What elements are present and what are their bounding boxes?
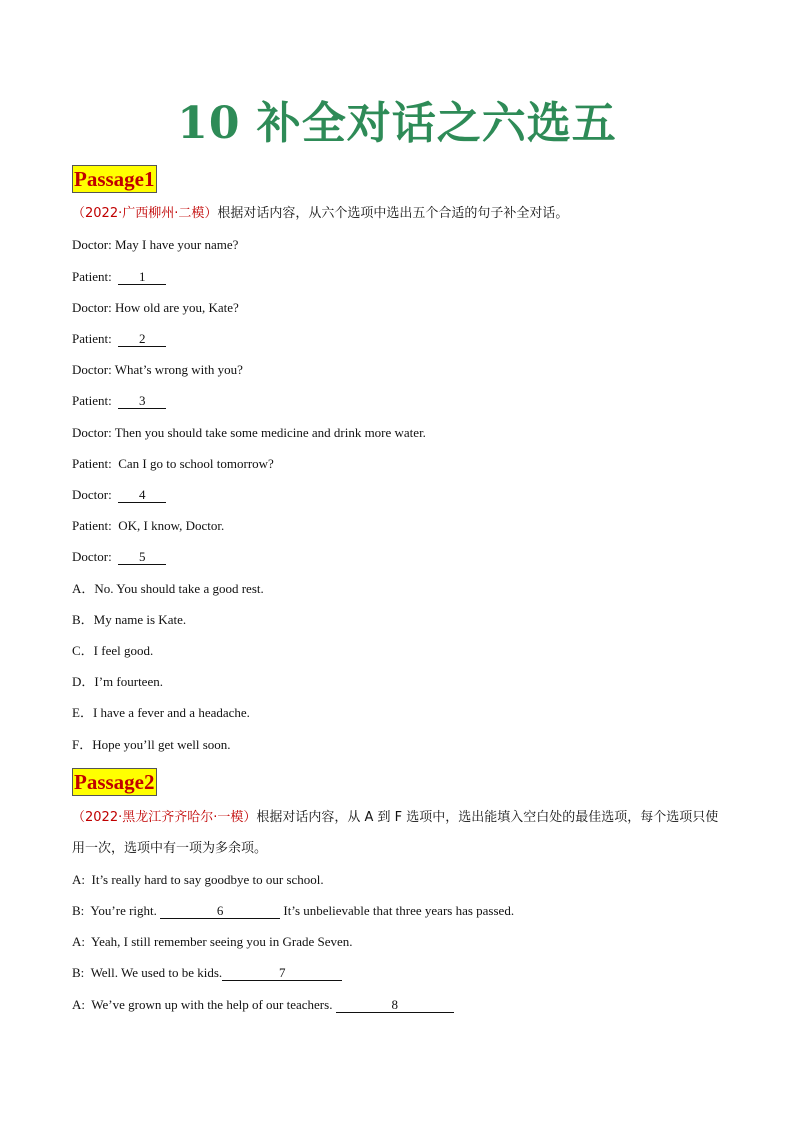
utterance: We’ve grown up with the help of our teachers. (91, 997, 333, 1012)
blank-1[interactable]: 1 (118, 270, 166, 285)
passage2-source: （2022·黑龙江齐齐哈尔·一模） (72, 810, 257, 825)
utterance: You’re right. (90, 903, 157, 918)
option-b: B．My name is Kate. (72, 612, 187, 627)
passage2-instruction-text: 根据对话内容，从 A 到 F 选项中，选出能填入空白处的最佳选项，每个选项只使用一次，选项中有一项为多余项。 (72, 810, 719, 856)
speaker: B: (72, 903, 85, 918)
dialogue-line (72, 330, 166, 348)
speaker: A: (72, 872, 85, 887)
utterance: OK, I know, Doctor. (118, 518, 225, 533)
utterance: What’s wrong with you? (114, 362, 243, 377)
dialogue-line (72, 268, 166, 286)
blank-2[interactable]: 2 (118, 332, 166, 347)
speaker: A: (72, 934, 85, 949)
dialogue-line (72, 455, 274, 473)
dialogue-line (72, 871, 324, 889)
speaker: Doctor: (72, 425, 112, 440)
dialogue-line (72, 424, 426, 442)
option-e: E．I have a fever and a headache. (72, 705, 250, 720)
dialogue-line (72, 299, 239, 317)
speaker: Doctor: (72, 487, 112, 502)
option-a: A．No. You should take a good rest. (72, 581, 264, 596)
passage2-heading: Passage2 (74, 770, 155, 794)
dialogue-line (72, 486, 166, 504)
speaker: Doctor: (72, 300, 112, 315)
dialogue-line (72, 902, 514, 920)
passage1-heading: Passage1 (74, 167, 155, 191)
blank-6[interactable]: 6 (160, 904, 280, 919)
speaker: A: (72, 997, 85, 1012)
blank-8[interactable]: 8 (336, 998, 454, 1013)
utterance: May I have your name? (114, 237, 239, 252)
speaker: Patient: (72, 518, 112, 533)
dialogue-line (72, 548, 166, 566)
speaker: Patient: (72, 331, 112, 346)
passage1-source: （2022·广西柳州·二模） (72, 206, 218, 221)
speaker: Doctor: (72, 237, 112, 252)
speaker: B: (72, 965, 85, 980)
utterance: Well. We used to be kids. (90, 965, 223, 980)
utterance: Yeah, I still remember seeing you in Grade Seven. (91, 934, 353, 949)
passage2-instruction (72, 802, 722, 864)
speaker: Patient: (72, 393, 112, 408)
dialogue-line (72, 996, 454, 1014)
blank-5[interactable]: 5 (118, 550, 166, 565)
dialogue-line (72, 392, 166, 410)
passage1-instruction (72, 205, 568, 223)
dialogue-line (72, 517, 224, 535)
utterance: Can I go to school tomorrow? (118, 456, 274, 471)
page-title: 10 补全对话之六选五 (177, 98, 617, 149)
blank-3[interactable]: 3 (118, 394, 166, 409)
passage1-instruction-text: 根据对话内容，从六个选项中选出五个合适的句子补全对话。 (217, 206, 569, 221)
blank-4[interactable]: 4 (118, 488, 166, 503)
dialogue-line (72, 933, 353, 951)
blank-7[interactable]: 7 (222, 966, 342, 981)
option-d: D．I’m fourteen. (72, 674, 163, 689)
speaker: Patient: (72, 456, 112, 471)
option-c: C．I feel good. (72, 643, 154, 658)
dialogue-line (72, 361, 243, 379)
speaker: Patient: (72, 269, 112, 284)
utterance: It’s unbelievable that three years has passed. (283, 903, 515, 918)
speaker: Doctor: (72, 362, 112, 377)
utterance: It’s really hard to say goodbye to our school. (91, 872, 324, 887)
utterance: Then you should take some medicine and drink more water. (114, 425, 426, 440)
speaker: Doctor: (72, 549, 112, 564)
utterance: How old are you, Kate? (114, 300, 239, 315)
dialogue-line (72, 236, 238, 254)
dialogue-line (72, 964, 342, 982)
option-f: F．Hope you’ll get well soon. (72, 737, 231, 752)
